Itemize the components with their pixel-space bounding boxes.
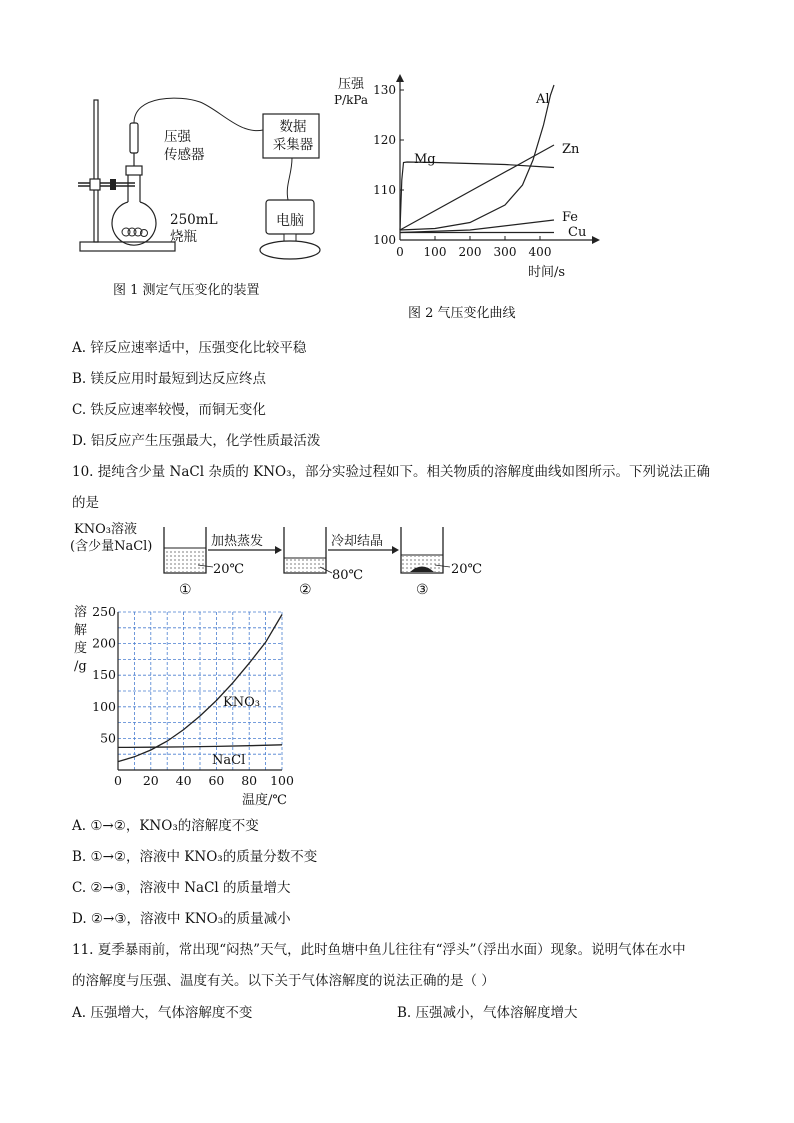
y-tick-label: 250 xyxy=(92,604,116,619)
temp-3-label: 20℃ xyxy=(451,562,483,577)
x-axis-label: 时间/s xyxy=(528,265,566,280)
x-tick-label: 20 xyxy=(142,773,159,788)
sensor-label-line2: 传感器 xyxy=(164,147,205,163)
collector-label-line2: 采集器 xyxy=(272,137,314,153)
sensor-label-line1: 压强 xyxy=(164,129,191,145)
y-axis-arrow xyxy=(396,74,404,82)
series-label-al: Al xyxy=(536,92,550,107)
y-tick-label: 120 xyxy=(373,133,396,147)
q10-process-diagram xyxy=(70,515,500,600)
q11-option-b: B. 压强减小，气体溶解度增大 xyxy=(397,1005,578,1021)
flask-label-line2: 烧瓶 xyxy=(170,229,197,245)
y-tick-label: 110 xyxy=(373,183,396,197)
beaker-3-number: ③ xyxy=(416,582,429,598)
stopper xyxy=(126,166,142,175)
x-tick-label: 200 xyxy=(458,245,482,259)
pressure-chart xyxy=(330,70,610,285)
x-tick-label: 400 xyxy=(528,245,552,259)
flask xyxy=(112,202,156,245)
q10-option-c: C. ②→③，溶液中 NaCl 的质量增大 xyxy=(72,880,291,896)
series-line-fe xyxy=(400,220,554,233)
series-label-zn: Zn xyxy=(562,142,580,157)
y-tick-label: 150 xyxy=(92,667,116,683)
y-axis-unit: P/kPa xyxy=(334,93,369,107)
sensor-label xyxy=(164,128,205,164)
beaker-1 xyxy=(164,527,206,573)
series-label-kno3: KNO₃ xyxy=(223,695,260,710)
metal-coil-icon xyxy=(122,228,148,237)
series-line-nacl xyxy=(118,745,282,748)
y-tick-label: 100 xyxy=(373,233,396,247)
x-tick-label: 0 xyxy=(114,773,122,788)
q11-option-a: A. 压强增大，气体溶解度不变 xyxy=(72,1005,253,1021)
collector-label xyxy=(268,118,318,154)
x-axis-arrow xyxy=(592,236,600,244)
y-tick-label: 100 xyxy=(92,698,116,714)
figure-2-caption: 图 2 气压变化曲线 xyxy=(408,306,516,321)
q11-stem-line1: 11. 夏季暴雨前，常出现“闷热”天气，此时鱼塘中鱼儿往往有“浮头”（浮出水面）现象。说明气体在水中 xyxy=(72,942,686,958)
q9-option-b: B. 镁反应用时最短到达反应终点 xyxy=(72,371,267,387)
y-axis-label-char: 度 xyxy=(74,641,88,656)
x-tick-label: 100 xyxy=(270,773,294,788)
y-axis-label: 压强 xyxy=(338,77,365,92)
sensor-cable xyxy=(134,98,263,131)
y-axis-label-char: 解 xyxy=(74,623,88,638)
q9-option-a: A. 锌反应速率适中，压强变化比较平稳 xyxy=(72,340,307,356)
series-label-nacl: NaCl xyxy=(212,753,246,768)
beaker-2-number: ② xyxy=(299,582,312,598)
figure-1-caption: 图 1 测定气压变化的装置 xyxy=(113,283,260,298)
stand-rod xyxy=(94,100,98,242)
q10-stem-line2: 的是 xyxy=(72,495,99,511)
series-label-mg: Mg xyxy=(414,152,436,167)
temp-1-label: 20℃ xyxy=(213,562,245,577)
beaker-2 xyxy=(284,527,326,573)
series-label-cu: Cu xyxy=(568,225,587,240)
computer-base xyxy=(260,241,320,259)
start-label-2: (含少量NaCl) xyxy=(70,539,153,554)
y-axis-label-char: 溶 xyxy=(74,605,88,620)
start-label-1: KNO₃溶液 xyxy=(74,522,137,537)
pressure-sensor xyxy=(130,123,138,153)
q9-option-d: D. 铝反应产生压强最大，化学性质最活泼 xyxy=(72,433,321,449)
q9-option-c: C. 铁反应速率较慢，而铜无变化 xyxy=(72,402,266,418)
stand-base xyxy=(80,242,175,251)
beaker-1-number: ① xyxy=(179,582,192,598)
q10-option-d: D. ②→③，溶液中 KNO₃的质量减小 xyxy=(72,911,291,927)
y-tick-label: 50 xyxy=(100,730,116,746)
step-1-label: 加热蒸发 xyxy=(211,534,264,549)
q11-stem-line2: 的溶解度与压强、温度有关。以下关于气体溶解度的说法正确的是（ ） xyxy=(72,973,495,989)
step-2-label: 冷却结晶 xyxy=(331,534,384,549)
x-tick-label: 40 xyxy=(175,773,192,788)
collector-label-line1: 数据 xyxy=(279,119,307,135)
solubility-chart xyxy=(66,600,306,810)
q11-stem xyxy=(72,941,722,990)
x-tick-label: 60 xyxy=(208,773,225,788)
x-tick-label: 300 xyxy=(493,245,517,259)
beaker-3 xyxy=(401,527,443,573)
series-label-fe: Fe xyxy=(562,210,579,225)
computer-label: 电脑 xyxy=(276,213,304,229)
flask-label xyxy=(170,212,218,246)
y-tick-label: 130 xyxy=(373,83,396,97)
y-tick-label: 200 xyxy=(92,635,116,651)
temp-2-label: 80℃ xyxy=(332,568,364,583)
series-line-mg xyxy=(400,162,554,230)
flask-label-line1: 250mL xyxy=(170,212,218,228)
q10-option-b: B. ①→②，溶液中 KNO₃的质量分数不变 xyxy=(72,849,318,865)
x-tick-label: 80 xyxy=(241,773,258,788)
x-tick-label: 0 xyxy=(396,245,404,259)
q10-stem xyxy=(72,463,722,512)
y-axis-label-char: /g xyxy=(74,659,87,674)
x-axis-label: 温度/℃ xyxy=(242,793,287,808)
q10-option-a: A. ①→②，KNO₃的溶解度不变 xyxy=(72,818,259,834)
q10-stem-line1: 10. 提纯含少量 NaCl 杂质的 KNO₃，部分实验过程如下。相关物质的溶解度曲线如图所示。下列说法正确 xyxy=(72,464,711,480)
x-tick-label: 100 xyxy=(423,245,447,259)
